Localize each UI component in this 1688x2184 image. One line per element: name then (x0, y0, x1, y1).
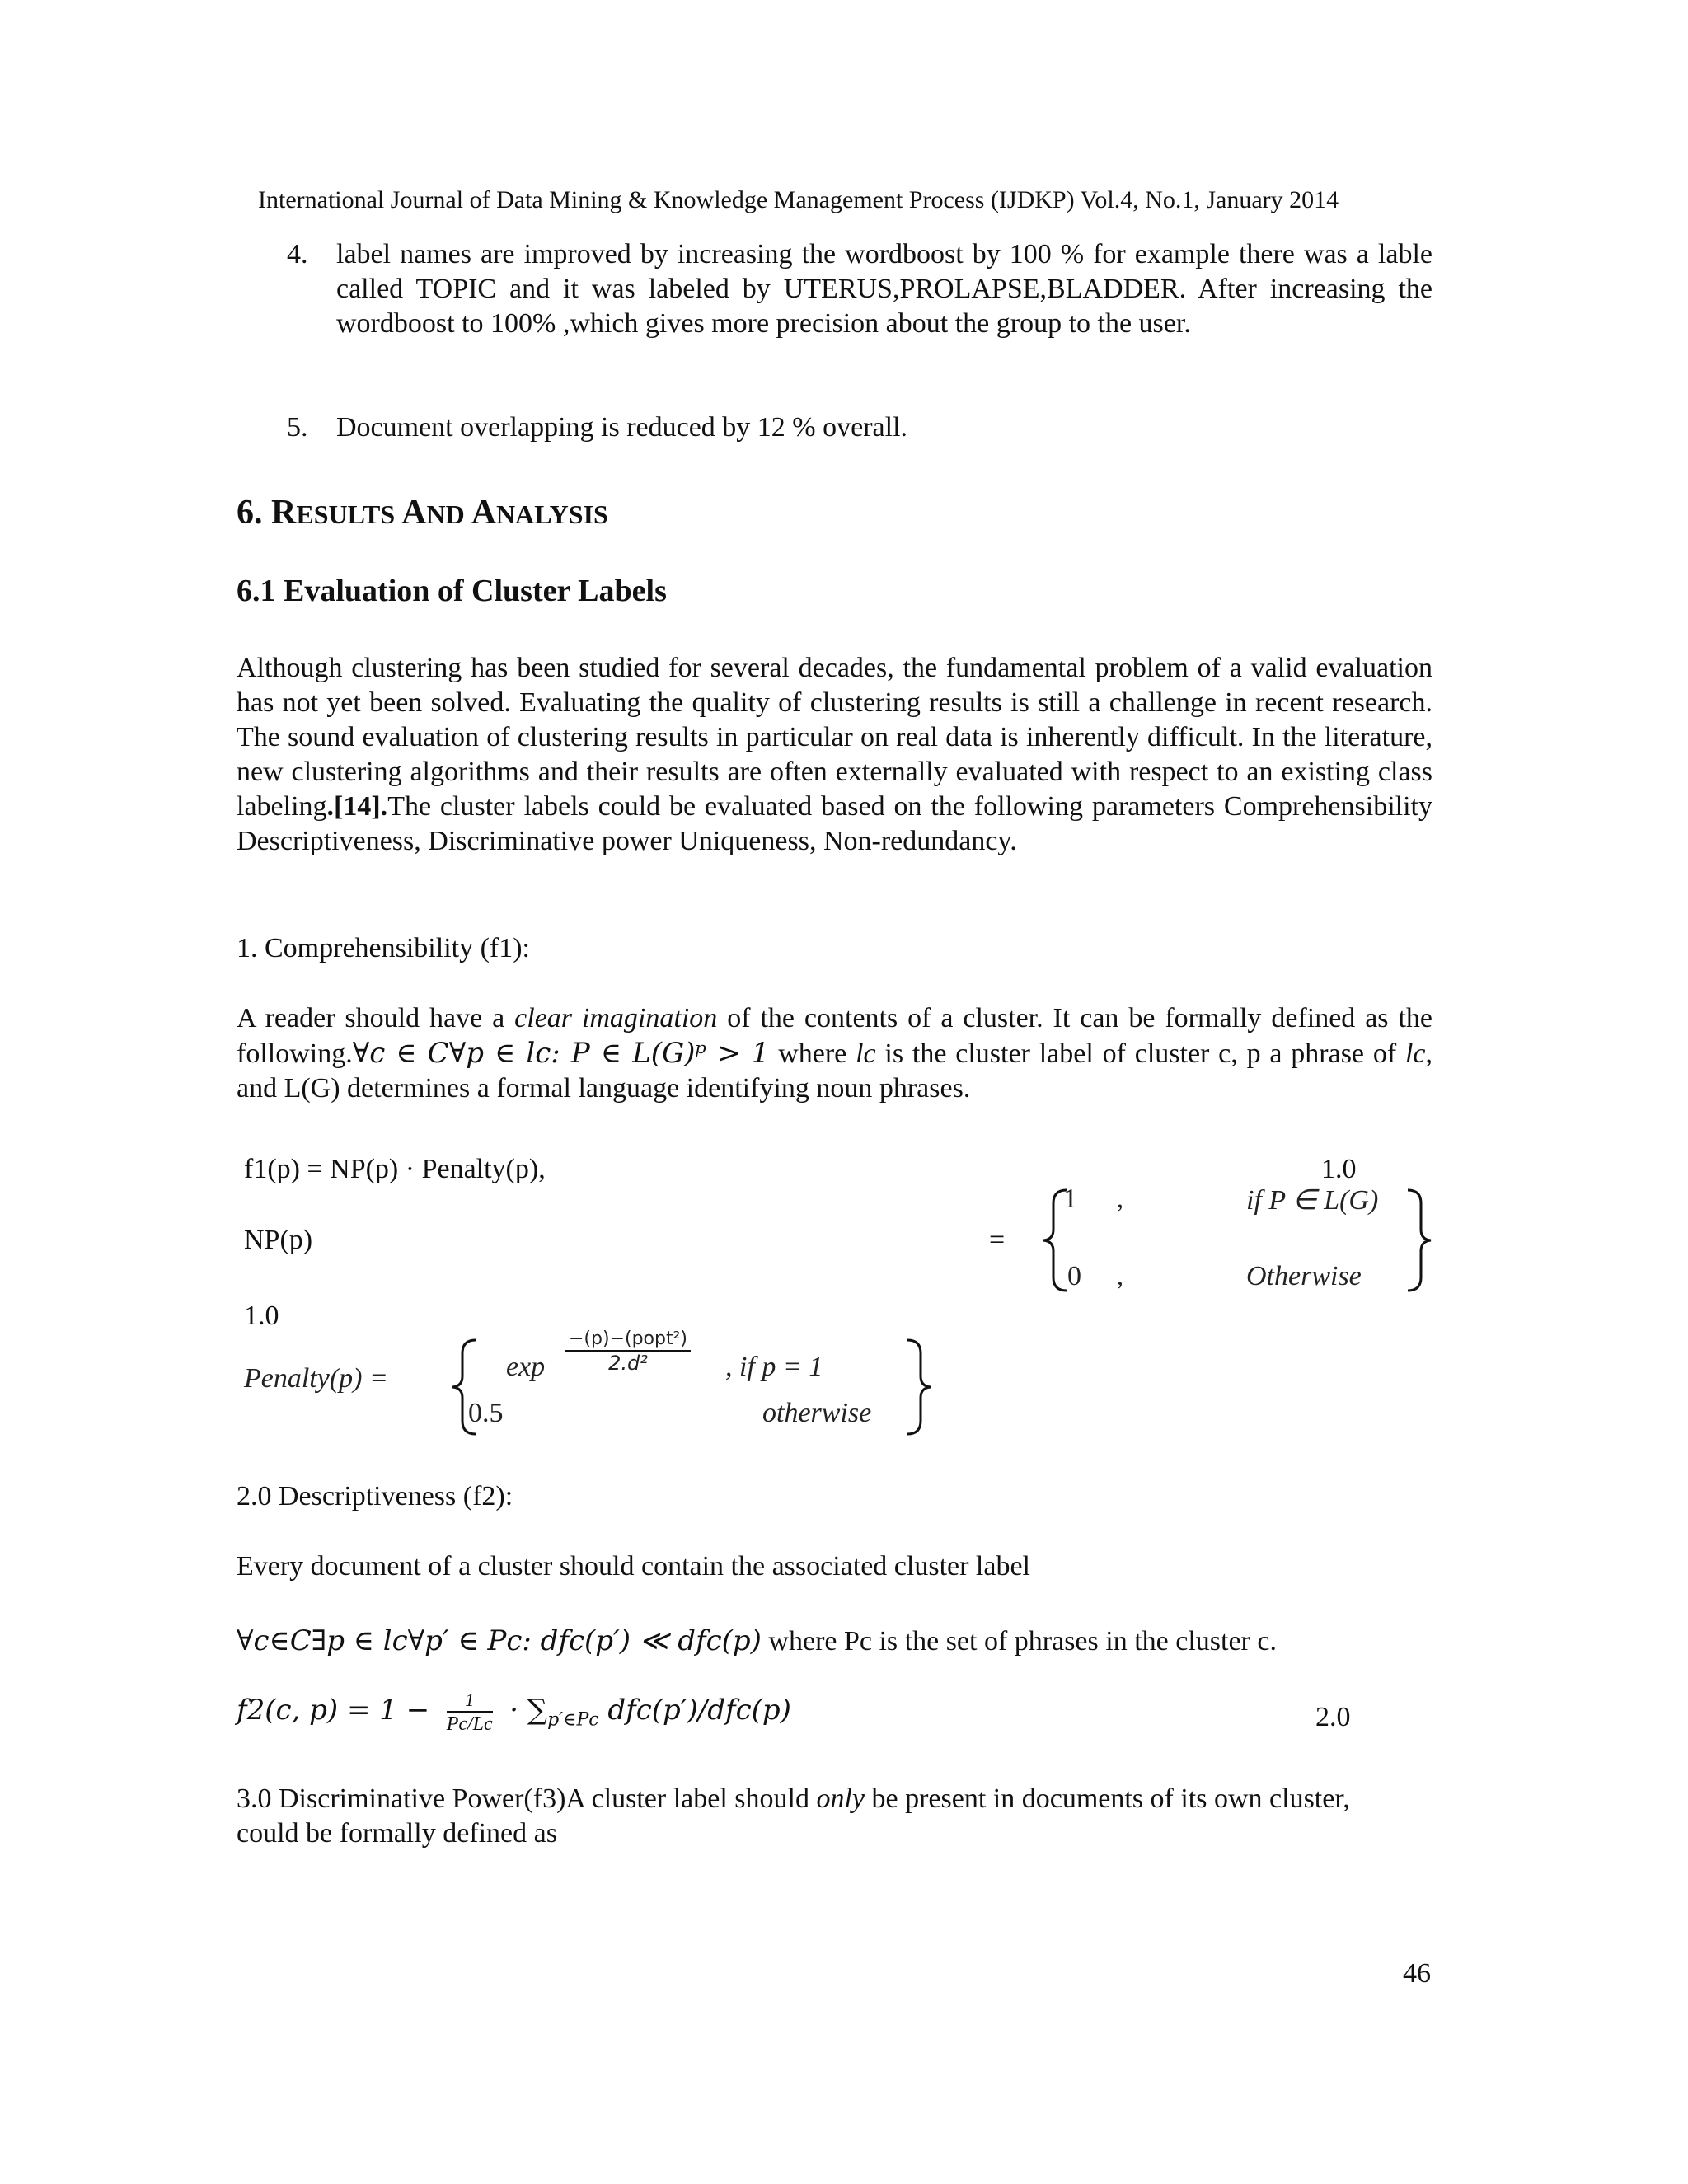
list-number: 4. (287, 239, 308, 269)
equation-number: 1.0 (1321, 1154, 1357, 1184)
equation-number: 2.0 (1315, 1702, 1351, 1732)
paragraph-discriminative-power: 3.0 Discriminative Power(f3)A cluster label should only be present in documents of its own cluster, could be formally defined as (237, 1783, 1350, 1849)
np-case1-condition: if P ∈ L(G) (1246, 1185, 1379, 1216)
descriptiveness-heading: 2.0 Descriptiveness (f2): (237, 1481, 513, 1511)
descriptiveness-formula: ∀c∈C∃p ∈ lc∀p′ ∈ Pc: dfc(p′) ≪ dfc(p) where Pc is the set of phrases in the cluster c. (237, 1624, 1277, 1657)
np-case2-comma: , (1117, 1261, 1123, 1291)
list-number: 5. (287, 412, 308, 443)
page-number: 46 (1403, 1958, 1431, 1989)
exp-numerator: −(p)−(popt²) (565, 1329, 691, 1352)
citation: .[14]. (326, 791, 388, 822)
subsection-heading: 6.1 Evaluation of Cluster Labels (237, 574, 667, 608)
list-text: Document overlapping is reduced by 12 % overall. (336, 412, 908, 443)
np-case2-condition: Otherwise (1246, 1261, 1362, 1291)
penalty-case1-condition: , if p = 1 (725, 1352, 823, 1382)
paragraph-evaluation: Although clustering has been studied for several decades, the fundamental problem of a valid evaluation has not yet been solved. Evaluating the quality of clustering results is still a challenge in recent research. The sound evaluation of clustering results in particular on real data is inherently difficult. In the literature, new clustering algorithms and their results are often externally evaluated with respect to an existing class labeling.[14].The cluster labels could be evaluated based on the following parameters Comprehensibility Descriptiveness, Discriminative power Uniqueness, Non-redundancy. (237, 653, 1432, 856)
np-case1-value: 1 (1063, 1183, 1077, 1214)
section-heading: 6. RESULTS AND ANALYSIS (237, 494, 608, 532)
comprehensibility-heading: 1. Comprehensibility (f1): (237, 933, 531, 963)
np-case2-value: 0 (1067, 1261, 1081, 1291)
right-brace-icon (901, 1337, 934, 1437)
right-brace-icon (1401, 1187, 1434, 1294)
eq-np-label: NP(p) (244, 1225, 313, 1255)
descriptiveness-text: Every document of a cluster should contain the associated cluster label (237, 1551, 1031, 1582)
f2-equation: f2(c, p) = 1 − $\frac{1}{Pc/Lc}$ · $\sum_{p'\in Pc}$ dfc(p′)/dfc(p) (237, 1690, 791, 1735)
eq-number-below: 1.0 (244, 1301, 279, 1331)
penalty-case2-condition: otherwise (762, 1398, 872, 1428)
np-case1-comma: , (1117, 1183, 1123, 1213)
penalty-case2-value: 0.5 (468, 1398, 504, 1428)
penalty-lhs: Penalty(p) = (244, 1363, 388, 1394)
running-header: International Journal of Data Mining & Knowledge Management Process (IJDKP) Vol.4, No.1, January 2014 (258, 186, 1339, 213)
exp-denominator: 2.d² (608, 1352, 648, 1375)
paragraph-comprehensibility: A reader should have a clear imagination of the contents of a cluster. It can be formally defined as the following.∀c ∈ C∀p ∈ lc: P ∈ L(G)ᵖ > 1 where lc is the cluster label of cluster c, p a phrase of lc, and L(G) determines a formal language identifying noun phrases. (237, 1003, 1433, 1104)
eq-f1-line: f1(p) = NP(p) · Penalty(p), (244, 1154, 546, 1184)
eq-equals: = (989, 1225, 1006, 1255)
penalty-exp: exp (506, 1352, 546, 1382)
list-text: label names are improved by increasing the wordboost by 100 % for example there was a lable called TOPIC and it was labeled by UTERUS,PROLAPSE,BLADDER. After increasing the wordboost to 100% ,which gives more precision about the group to the user. (336, 239, 1432, 339)
inline-formula: ∀c ∈ C∀p ∈ lc: P ∈ L(G)ᵖ > 1 (352, 1037, 770, 1070)
penalty-exp-fraction (565, 1329, 691, 1375)
